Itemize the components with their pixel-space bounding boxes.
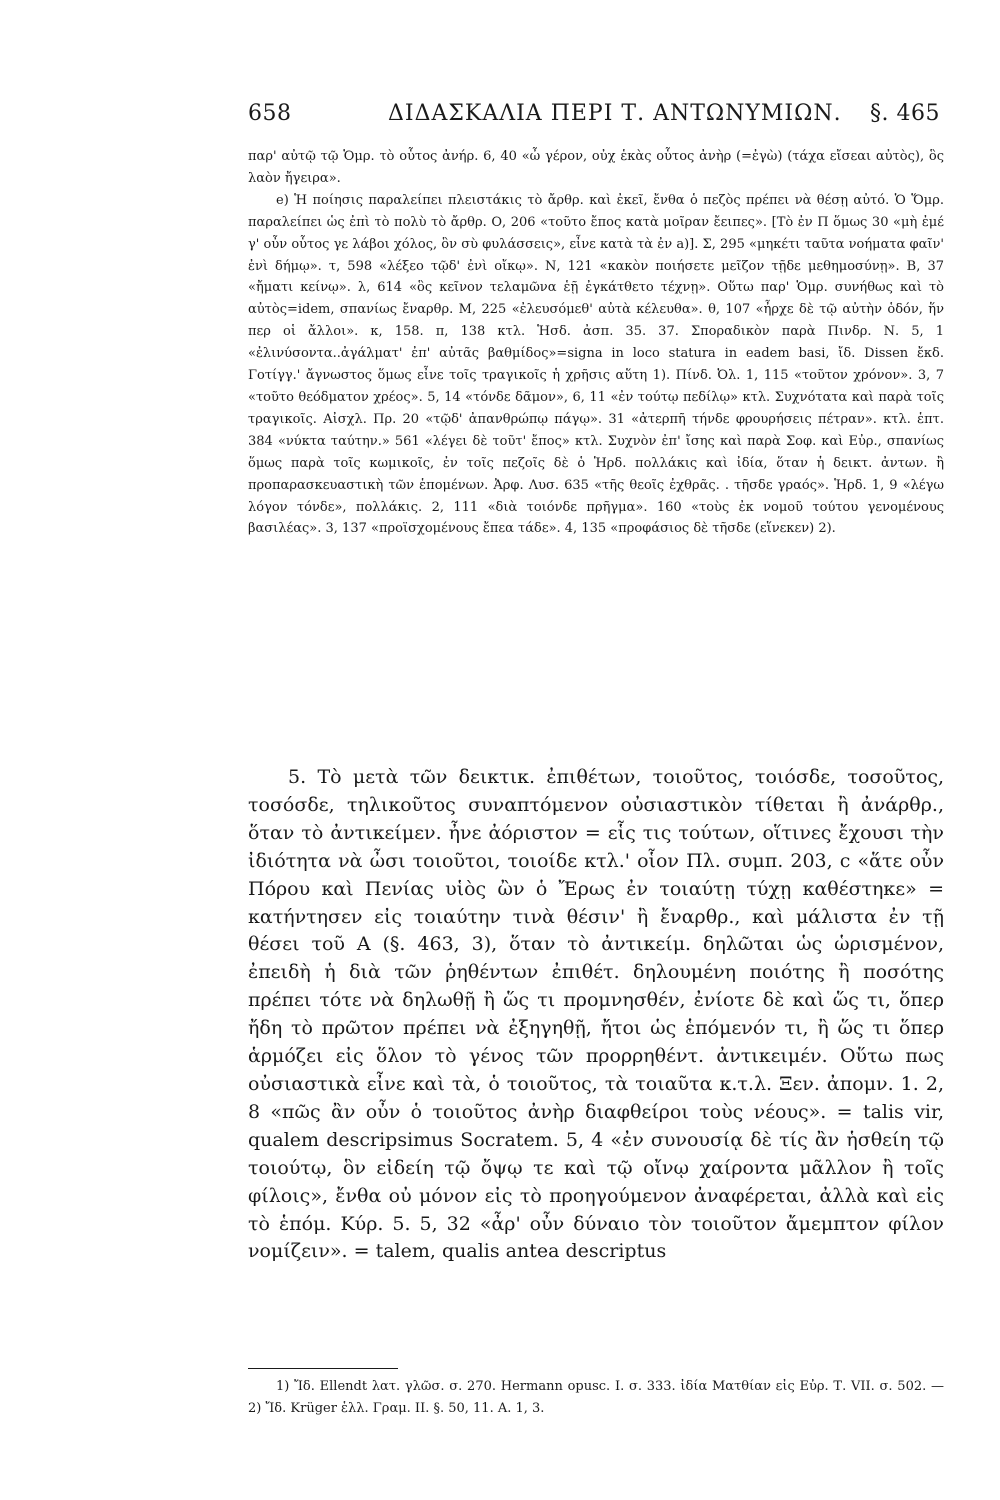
main-paragraph-5: 5. Τὸ μετὰ τῶν δεικτικ. ἐπιθέτων, τοιοῦτος, τοιόσδε, τοσοῦτος, τοσόσδε, τηλικοῦτος συναπτόμενον οὐσιαστικὸν τίθεται ἢ ἀνάρθρ., ὅταν τὸ ἀντικείμεν. ἦνε ἀόριστον = εἷς τις τούτων, οἵτινες ἔχουσι τὴν ἰδιότητα νὰ ὦσι τοιοῦτοι, τοιοίδε κτλ.' οἷον Πλ. συμπ. 203, c «ἅτε οὖν Πόρου καὶ Πενίας υἱὸς ὢν ὁ Ἔρως ἐν τοιαύτῃ τύχῃ καθέστηκε» = κατήντησεν εἰς τοιαύτην τινὰ θέσιν' ἢ ἔναρθρ., καὶ μάλιστα ἐν τῇ θέσει τοῦ Α (§. 463, 3), ὅταν τὸ ἀντικείμ. δηλῶται ὡς ὡρισμένον, ἐπειδὴ ἡ διὰ τῶν ῥηθέντων ἐπιθέτ. δηλουμένη ποιότης ἢ ποσότης πρέπει τότε νὰ δηλωθῇ ἢ ὥς τι προμνησθέν, ἐνίοτε δὲ καὶ ὥς τι, ὅπερ ἤδη τὸ πρῶτον πρέπει νὰ ἐξηγηθῇ, ἤτοι ὡς ἑπόμενόν τι, ἢ ὥς τι ὅπερ ἁρμόζει εἰς ὅλον τὸ γένος τῶν προρρηθέντ. ἀντικειμέν. Οὕτω πως οὐσιαστικὰ εἶνε καὶ τὰ, ὁ τοιοῦτος, τὰ τοιαῦτα κ.τ.λ. Ξεν. ἀπομν. 1. 2, 8 «πῶς ἂν οὖν ὁ τοιοῦτος ἀνὴρ διαφθείροι τοὺς νέους». = talis vir, qualem descripsimus Socratem. 5, 4 «ἐν συνουσίᾳ δὲ τίς ἂν ἡσθείη τῷ τοιούτῳ, ὃν εἰδείη τῷ ὄψῳ τε καὶ τῷ οἴνῳ χαίροντα μᾶλλον ἢ τοῖς φίλοις», ἔνθα οὐ μόνον εἰς τὸ προηγούμενον ἀναφέρεται, ἀλλὰ καὶ εἰς τὸ ἑπόμ. Κύρ. 5. 5, 32 «ἆρ' οὖν δύναιο τὸν τοιοῦτον ἄμεμπτον φίλον νομίζειν». = talem, qualis antea descriptus <box>248 766 944 1263</box>
small-print-block <box>248 146 944 540</box>
footnotes-text: 1) Ἴδ. Ellendt λατ. γλῶσ. σ. 270. Hermann opusc. I. σ. 333. ἰδία Ματθίαν εἰς Εὐρ. Τ. VII. σ. 502. — 2) Ἴδ. Krüger ἑλλ. Γραμ. II. §. 50, 11. Α. 1, 3. <box>248 1379 944 1416</box>
footnote-divider <box>248 1368 398 1369</box>
small-paragraph-1: παρ' αὐτῷ τῷ Ὁμρ. τὸ οὗτος ἀνήρ. 6, 40 «ὦ γέρον, οὐχ ἑκὰς οὗτος ἀνὴρ (=ἐγὼ) (τάχα εἴσεαι αὐτὸς), ὃς λαὸν ἤγειρα». <box>248 149 944 186</box>
footnotes-block <box>248 1376 944 1420</box>
running-header <box>248 96 940 132</box>
running-title: ΔΙΔΑΣΚΑΛΙΑ ΠΕΡΙ Τ. ΑΝΤΩΝΥΜΙΩΝ. <box>388 101 842 126</box>
page-number: 658 <box>248 101 292 126</box>
small-paragraph-2: e) Ἡ ποίησις παραλείπει πλειστάκις τὸ ἄρθρ. καὶ ἐκεῖ, ἔνθα ὁ πεζὸς πρέπει νὰ θέσῃ αὐτό. Ὁ Ὅμρ. παραλείπει ὡς ἐπὶ τὸ πολὺ τὸ ἄρθρ. Ο, 206 «τοῦτο ἔπος κατὰ μοῖραν ἔειπες». [Τὸ ἐν Π ὅμως 30 «μὴ ἐμέ γ' οὖν οὗτος γε λάβοι χόλος, ὃν σὺ φυλάσσεις», εἶνε κατὰ τὰ ἐν a)]. Σ, 295 «μηκέτι ταῦτα νοήματα φαῖν' ἐνὶ δήμῳ». τ, 598 «λέξεο τῷδ' ἐνὶ οἴκῳ». Ν, 121 «κακὸν ποιήσετε μεῖζον τῇδε μεθημοσύνῃ». Β, 37 «ἤματι κείνῳ». λ, 614 «ὃς κεῖνον τελαμῶνα ἑῇ ἐγκάτθετο τέχνῃ». Οὕτω παρ' Ὁμρ. συνήθως καὶ τὸ αὐτὸς=idem, σπανίως ἔναρθρ. Μ, 225 «ἐλευσόμεθ' αὐτὰ κέλευθα». θ, 107 «ἦρχε δὲ τῷ αὐτὴν ὁδόν, ἥν περ οἱ ἄλλοι». κ, 158. π, 138 κτλ. Ἡσδ. ἀσπ. 35. 37. Σποραδικὸν παρὰ Πινδρ. Ν. 5, 1 «ἐλινύσοντα..ἀγάλματ' ἐπ' αὐτᾶς βαθμίδος»=signa in loco statura in eadem basi, ἴδ. Dissen ἔκδ. Γοτίγγ.' ἄγνωστος ὅμως εἶνε τοῖς τραγικοῖς ἡ χρῆσις αὕτη 1). Πίνδ. Ὀλ. 1, 115 «τοῦτον χρόνον». 3, 7 «τοῦτο θεόδματον χρέος». 5, 14 «τόνδε δᾶμον», 6, 11 «ἐν τούτῳ πεδίλῳ» κτλ. Συχνότατα καὶ παρὰ τοῖς τραγικοῖς. Αἰσχλ. Πρ. 20 «τῷδ' ἀπανθρώπῳ πάγῳ». 31 «ἀτερπῆ τήνδε φρουρήσεις πέτραν». κτλ. ἑπτ. 384 «νύκτα ταύτην.» 561 «λέγει δὲ τοῦτ' ἔπος» κτλ. Συχνὸν ἐπ' ἴσης καὶ παρὰ Σοφ. καὶ Εὐρ., σπανίως ὅμως παρὰ τοῖς κωμικοῖς, ἐν τοῖς πεζοῖς δὲ ὁ Ἡρδ. πολλάκις καὶ ἰδία, ὅταν ἡ δεικτ. ἀντων. ἢ προπαρασκευαστικὴ τῶν ἑπομένων. Ἀρφ. Λυσ. 635 «τῆς θεοῖς ἐχθρᾶς. . τῆσδε γραός». Ἡρδ. 1, 9 «λέγω λόγον τόνδε», πολλάκις. 2, 111 «διὰ τοιόνδε πρῆγμα». 160 «τοὺς ἐκ νομοῦ τούτου γενομένους βασιλέας». 3, 137 «προϊσχομένους ἔπεα τάδε». 4, 135 «προφάσιος δὲ τῆσδε (εἵνεκεν) 2). <box>248 192 944 537</box>
main-text-block <box>248 764 944 1266</box>
section-number: §. 465 <box>870 101 940 126</box>
